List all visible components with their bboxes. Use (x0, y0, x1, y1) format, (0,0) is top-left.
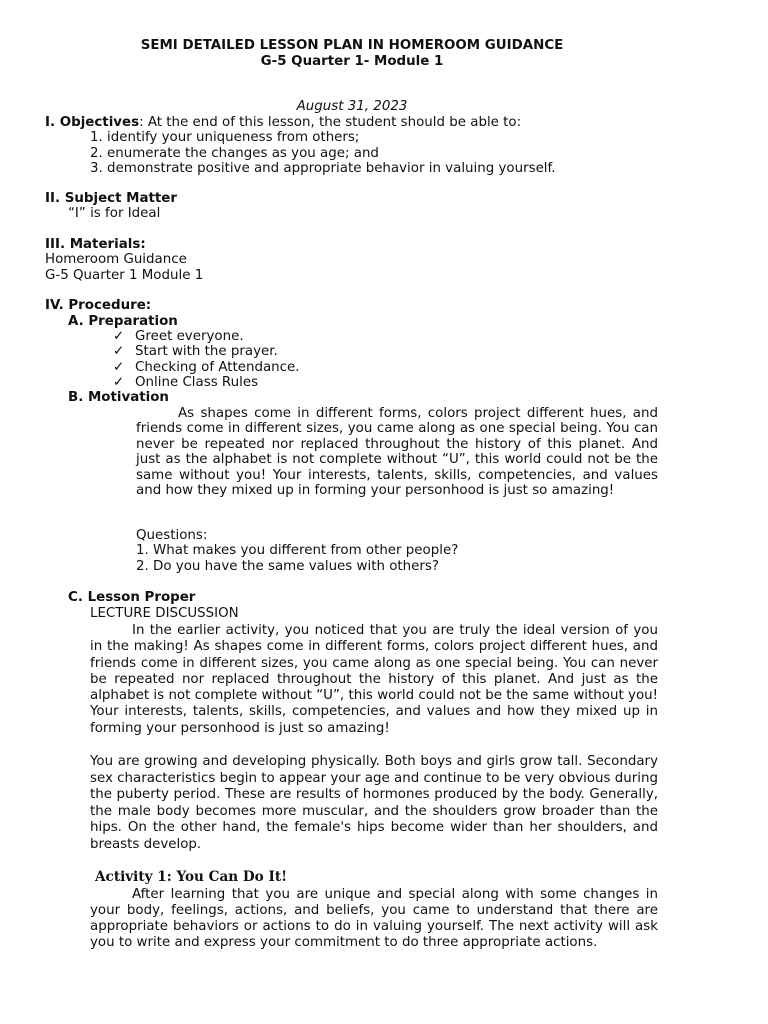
subject-matter-heading: II. Subject Matter (45, 191, 177, 206)
checkmark-icon: ✓ (113, 344, 125, 359)
lesson-paragraph: You are growing and developing physically. Both boys and girls grow tall. Secondary sex characteristics begin to appear your age and continue to be very obvious during the puberty period. These are results of hormones produced by the body. Generally, the male body becomes more muscular, and the shoulders grow broader than the hips. On the other hand, the female's hips become wider than her shoulders, and breasts develop. (90, 754, 658, 852)
question-item: 2. Do you have the same values with others? (136, 559, 439, 574)
lesson-proper-heading: C. Lesson Proper (68, 590, 196, 605)
preparation-item: ✓ Greet everyone. (113, 329, 244, 344)
motivation-paragraph: As shapes come in different forms, colors project different hues, and friends come in different sizes, you came along as one special being. You can never be repeated nor replaced throughout the history of this planet. And just as the alphabet is not complete without “U”, this world could not be the same without you! Your interests, talents, skills, competencies, and values and how they mixed up in forming your personhood is just so amazing! (136, 406, 658, 499)
preparation-heading: A. Preparation (68, 314, 178, 329)
material-item: Homeroom Guidance (45, 252, 187, 267)
motivation-heading: B. Motivation (68, 390, 169, 405)
objective-item: 2. enumerate the changes as you age; and (90, 146, 379, 161)
lecture-discussion-label: LECTURE DISCUSSION (90, 606, 239, 621)
objectives-heading: I. Objectives (45, 115, 140, 130)
objectives-intro: : At the end of this lesson, the student should be able to: (139, 115, 522, 130)
objective-item: 1. identify your uniqueness from others; (90, 130, 360, 145)
document-title: SEMI DETAILED LESSON PLAN IN HOMEROOM GUIDANCE (140, 38, 564, 53)
materials-heading: III. Materials: (45, 237, 146, 252)
preparation-item: ✓ Checking of Attendance. (113, 360, 300, 375)
question-item: 1. What makes you different from other people? (136, 543, 459, 558)
preparation-item: ✓ Start with the prayer. (113, 344, 278, 359)
material-item: G-5 Quarter 1 Module 1 (45, 268, 204, 283)
document-subtitle: G-5 Quarter 1- Module 1 (260, 54, 444, 69)
activity-heading: Activity 1: You Can Do It! (95, 869, 288, 885)
checkmark-icon: ✓ (113, 360, 125, 375)
activity-paragraph: After learning that you are unique and special along with some changes in your body, feelings, actions, and beliefs, you came to understand that there are appropriate behaviors or actions to do in valuing yourself. The next activity will ask you to write and express your commitment to do three appropriate actions. (90, 887, 658, 951)
checkmark-icon: ✓ (113, 329, 125, 344)
procedure-heading: IV. Procedure: (45, 298, 152, 313)
preparation-item: ✓ Online Class Rules (113, 375, 259, 390)
objective-item: 3. demonstrate positive and appropriate behavior in valuing yourself. (90, 161, 556, 176)
lesson-date: August 31, 2023 (296, 99, 408, 114)
questions-label: Questions: (136, 528, 208, 543)
subject-matter-text: “I” is for Ideal (68, 206, 161, 221)
lesson-paragraph: In the earlier activity, you noticed that you are truly the ideal version of you in the making! As shapes come in different forms, colors project different hues, and friends come in different sizes, you came along as one special being. You can never be repeated nor replaced throughout the history of this planet. And just as the alphabet is not complete without “U”, this world could not be the same without you! Your interests, talents, skills, competencies, and values and how they mixed up in forming your personhood is just so amazing! (90, 623, 658, 736)
checkmark-icon: ✓ (113, 375, 125, 390)
objectives-line (45, 115, 521, 130)
